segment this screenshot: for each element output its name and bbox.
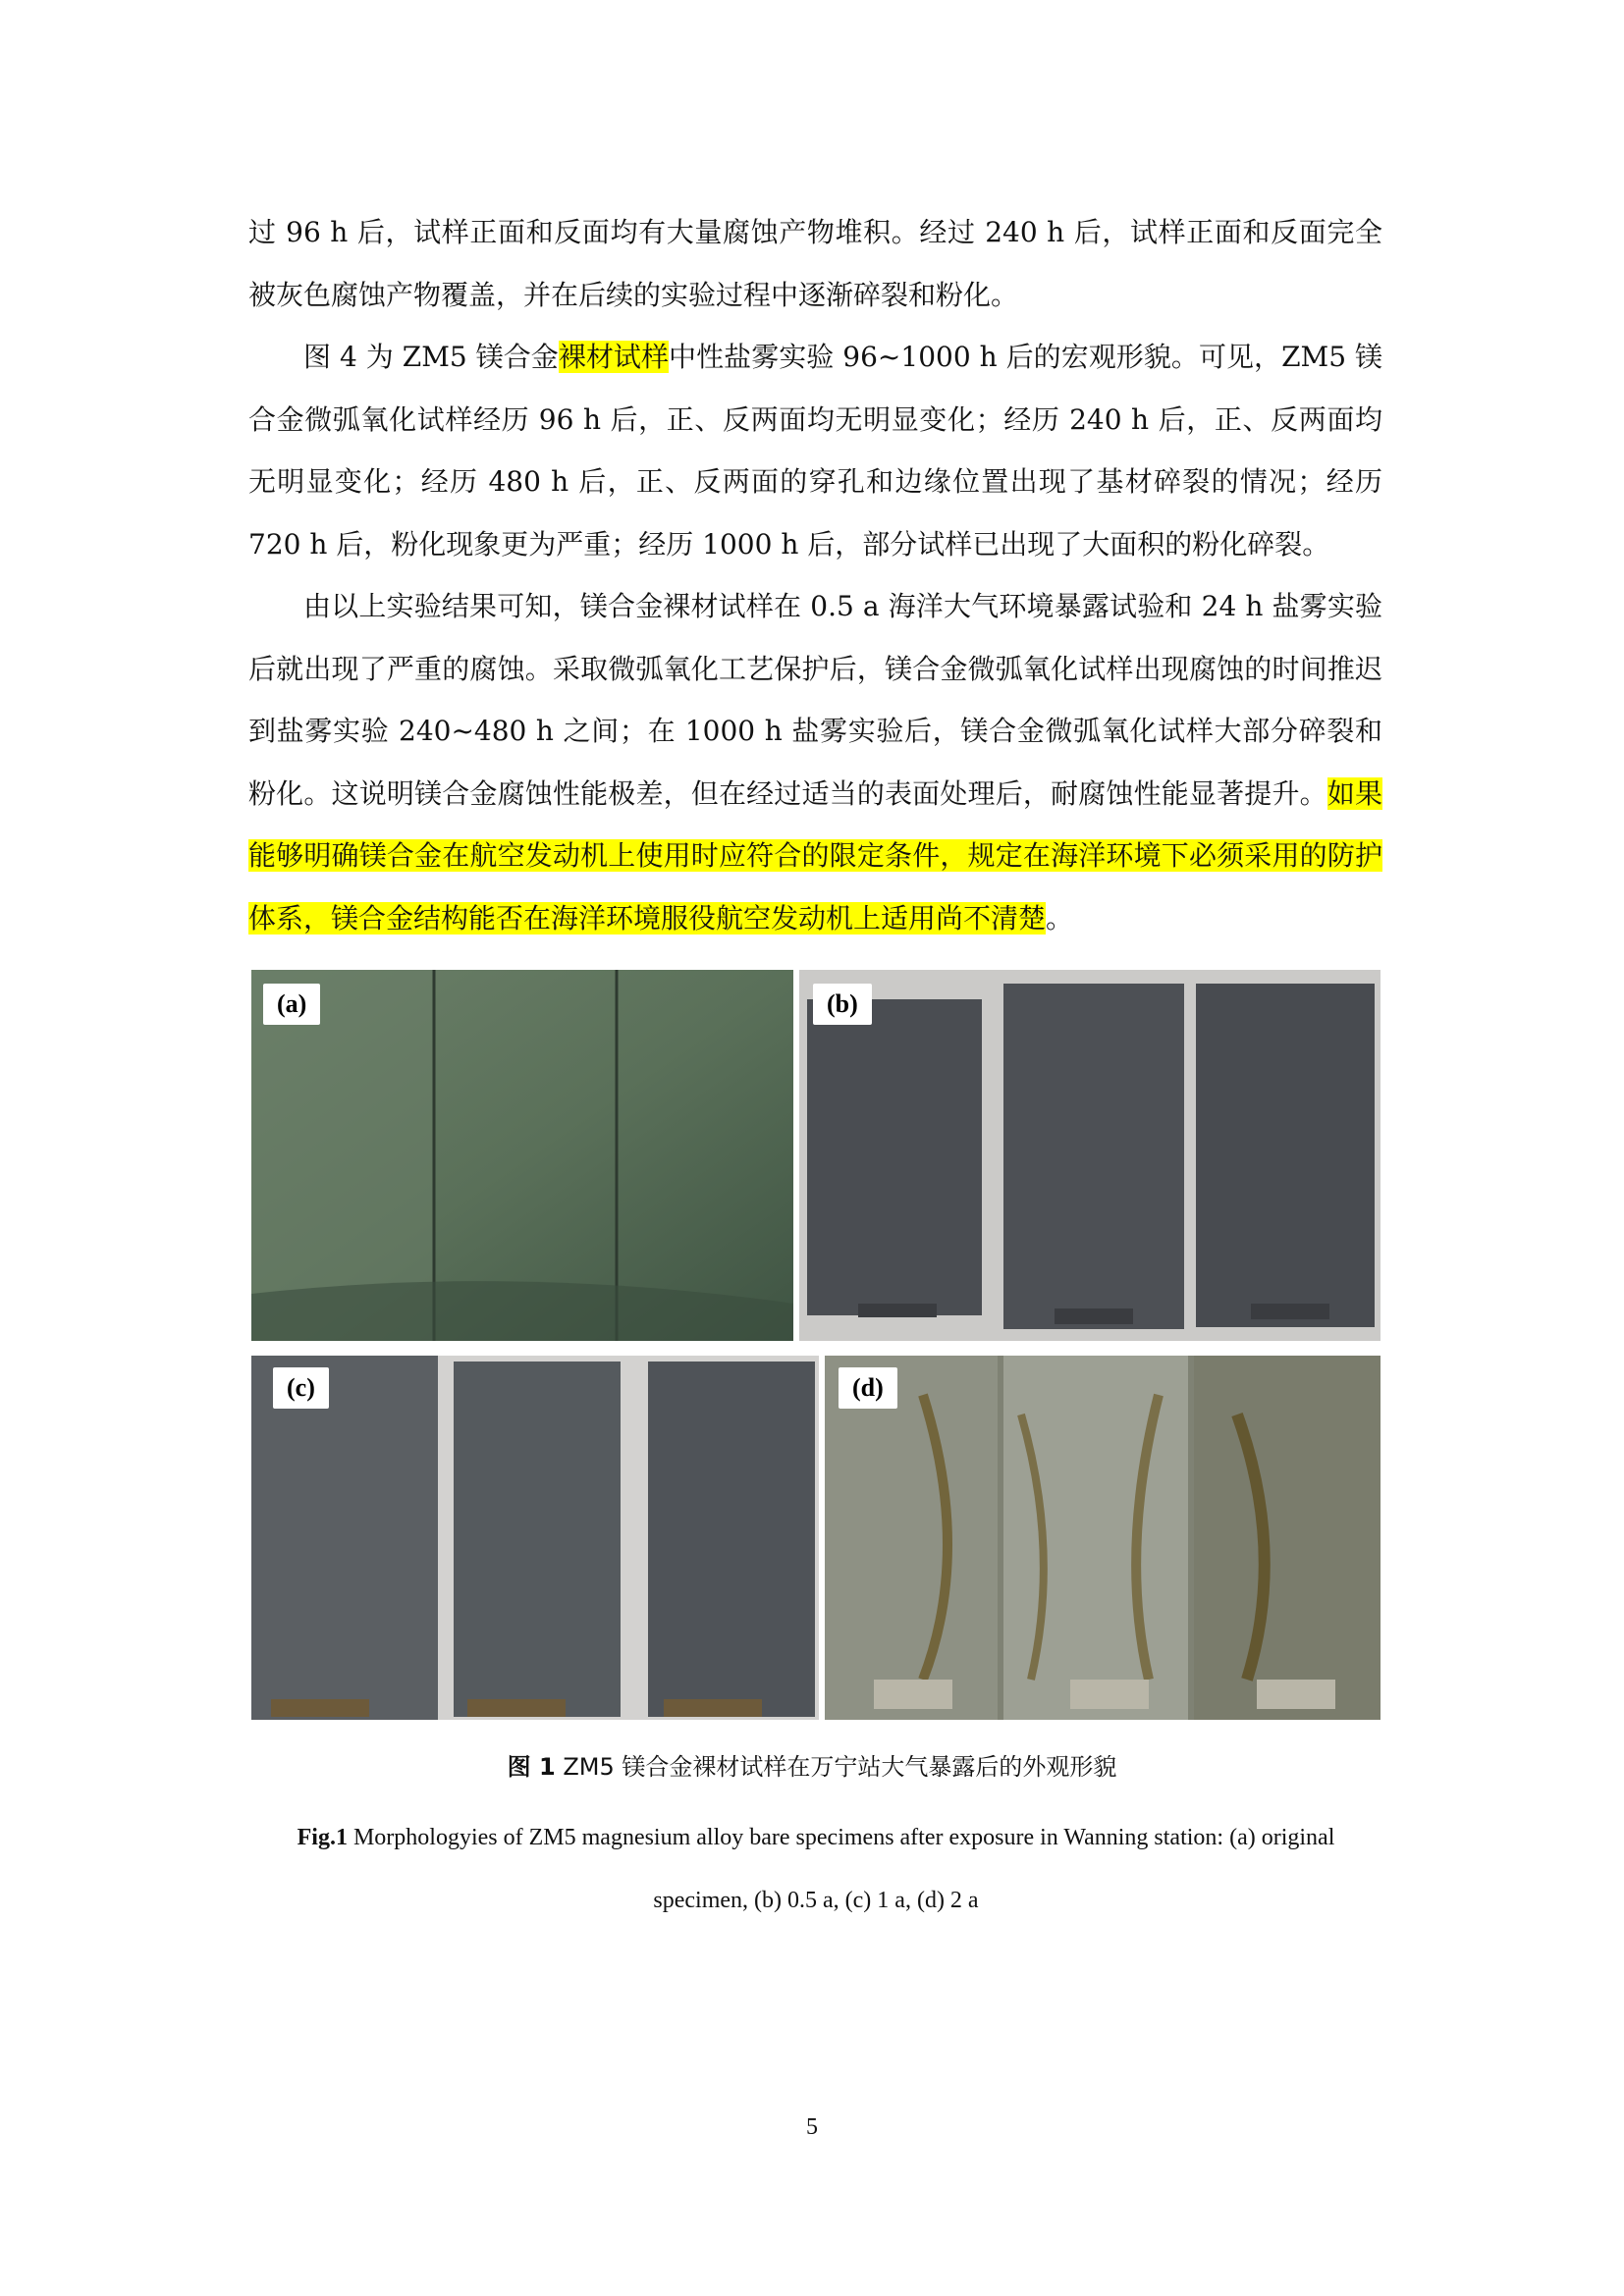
paragraph-3	[248, 575, 1382, 949]
panel-label-b: (b)	[813, 984, 872, 1025]
figure-caption-en-label: Fig.1	[297, 1825, 348, 1850]
figure-caption-cn-text: ZM5 镁合金裸材试样在万宁站大气暴露后的外观形貌	[555, 1753, 1117, 1781]
highlighted-text: 如果能够明确镁合金在航空发动机上使用时应符合的限定条件，规定在海洋环境下必须采用的防护体系，镁合金结构能否在海洋环境服役航空发动机上适用尚不清楚	[248, 776, 1382, 934]
panel-label-a: (a)	[263, 984, 320, 1025]
figure-caption-cn-label: 图 1	[507, 1753, 556, 1781]
panel-c-image	[251, 1356, 819, 1720]
paragraph-2-start: 图 4 为 ZM5 镁合金	[303, 341, 559, 373]
figure-caption-en-text: Morphologyies of ZM5 magnesium alloy bare specimens after exposure in Wanning station: (a) original specimen, (b) 0.5 a, (c) 1 a, (d) 2 a	[347, 1825, 1335, 1913]
paragraph-1: 过 96 h 后，试样正面和反面均有大量腐蚀产物堆积。经过 240 h 后，试样正面和反面完全被灰色腐蚀产物覆盖，并在后续的实验过程中逐渐碎裂和粉化。	[248, 216, 1382, 311]
paragraph-2-rest: 中性盐雾实验 96~1000 h 后的宏观形貌。可见，ZM5 镁合金微弧氧化试样经历 96 h 后，正、反两面均无明显变化；经历 240 h 后，正、反两面均无明显变化；经历 480 h 后，正、反两面的穿孔和边缘位置出现了基材碎裂的情况；经历 720 h 后，粉化现象更为严重；经历 1000 h 后，部分试样已出现了大面积的粉化碎裂。	[248, 341, 1382, 561]
highlighted-text: 裸材试样	[558, 341, 670, 373]
figure-caption-cn	[0, 1747, 1624, 1782]
panel-a-image	[251, 970, 793, 1341]
page-number: 5	[806, 2114, 818, 2140]
panel-d-photo	[825, 1356, 1380, 1720]
panel-b-image	[799, 970, 1380, 1341]
panel-label-d: (d)	[839, 1367, 897, 1409]
figure-1	[251, 970, 1380, 1726]
paragraph-3-start: 由以上实验结果可知，镁合金裸材试样在 0.5 a 海洋大气环境暴露试验和 24 h 盐雾实验后就出现了严重的腐蚀。采取微弧氧化工艺保护后，镁合金微弧氧化试样出现腐蚀的时间推迟到盐雾实验 240~480 h 之间；在 1000 h 盐雾实验后，镁合金微弧氧化试样大部分碎裂和粉化。这说明镁合金腐蚀性能极差，但在经过适当的表面处理后，耐腐蚀性能显著提升。	[248, 590, 1382, 810]
body-text	[248, 201, 1382, 949]
panel-c-photo	[251, 1356, 819, 1720]
panel-a-photo	[251, 970, 793, 1341]
paragraph-2	[248, 326, 1382, 575]
panel-b-photo	[799, 970, 1380, 1341]
panel-d-image	[825, 1356, 1380, 1720]
panel-label-c: (c)	[273, 1367, 329, 1409]
paragraph-3-end: 。	[1046, 901, 1074, 934]
figure-caption-en	[251, 1806, 1380, 1932]
